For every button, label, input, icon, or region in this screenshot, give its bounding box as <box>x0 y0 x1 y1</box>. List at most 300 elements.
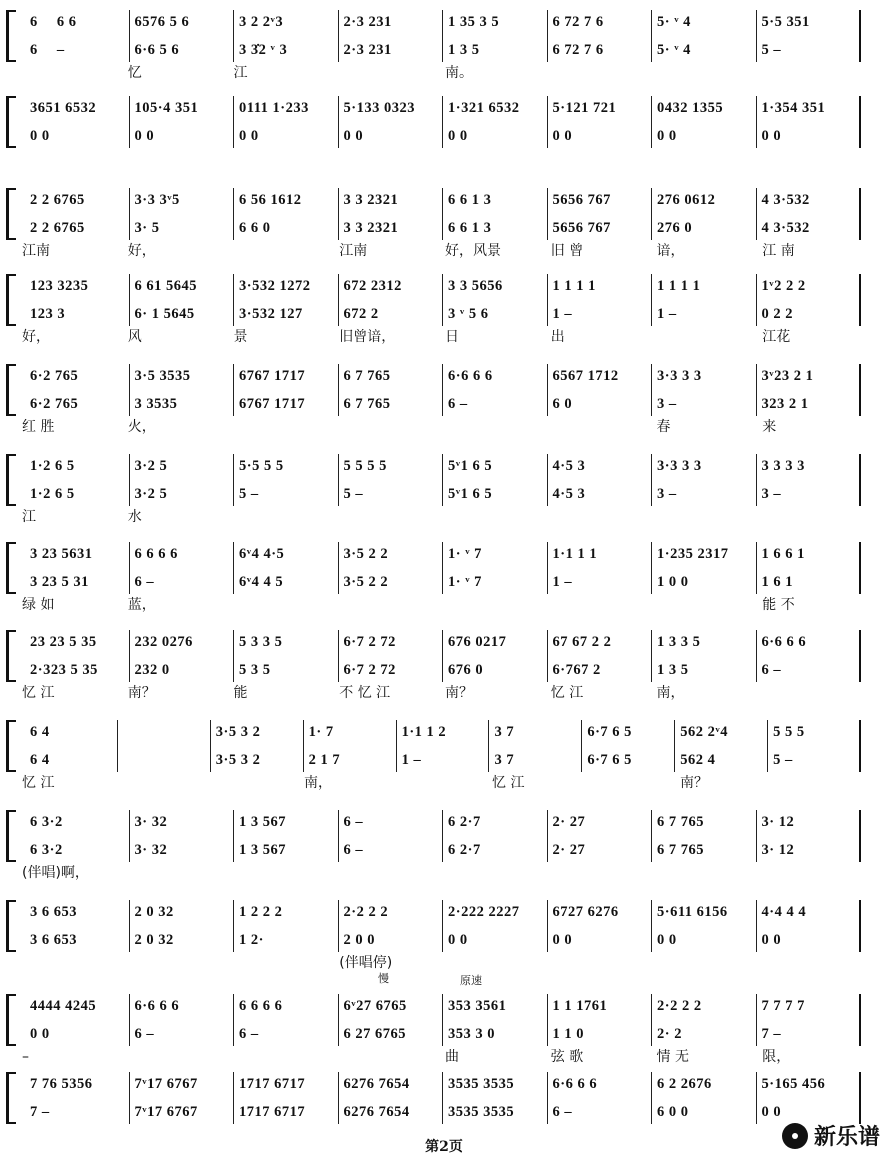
system-bracket <box>6 630 16 682</box>
measure: 67 67 2 2 <box>552 634 612 650</box>
staff-system <box>0 94 888 170</box>
barline <box>651 900 652 952</box>
measure: 2·323 5 35 <box>30 662 98 678</box>
measure: 1·2 6 5 <box>30 486 75 502</box>
measure: 4·4 4 4 <box>761 904 807 920</box>
barline <box>756 542 757 594</box>
measure: 232 0276 <box>134 634 193 650</box>
measure: 3 – <box>657 396 677 412</box>
barline <box>651 96 652 148</box>
lyric-syllable <box>120 1048 226 1066</box>
measure: 6·6 6 6 <box>134 998 180 1014</box>
lyric-syllable <box>331 596 437 614</box>
lyric-syllable <box>437 418 543 436</box>
measure: 2 2 6765 <box>30 220 85 236</box>
barline <box>442 900 443 952</box>
measure: 6·2 765 <box>30 396 79 412</box>
lyric-syllable <box>437 596 543 614</box>
measure: 2 1 7 <box>308 752 341 768</box>
measure: 3ᵛ23 2 1 <box>761 368 814 384</box>
measure: 3 7 <box>494 752 515 768</box>
lyric-syllable <box>649 864 755 882</box>
barline <box>338 994 339 1046</box>
measure: 3 – <box>657 486 677 502</box>
measure: 5 3 5 <box>239 662 271 678</box>
lyric-syllable: 忆 江 <box>550 685 584 701</box>
staff-system <box>0 540 888 616</box>
lyric-syllable: 南？ <box>127 685 156 701</box>
measure: 3·2 5 <box>134 486 168 502</box>
measure: 6 3·2 <box>30 814 63 830</box>
barline <box>442 364 443 416</box>
staff-system <box>0 1070 888 1146</box>
measure: 4 3·532 <box>761 220 810 236</box>
barline <box>233 364 234 416</box>
measure: 3 3 5656 <box>448 278 503 294</box>
logo-text: 新乐谱 <box>813 1125 880 1150</box>
measure: 3· 12 <box>761 814 795 830</box>
measure: 1 – <box>401 752 422 768</box>
measure: 3 3 2321 <box>343 220 399 236</box>
measure: 5·165 456 <box>761 1076 826 1092</box>
lyric-syllable: 春 <box>656 419 671 435</box>
lyric-syllable <box>578 774 672 792</box>
lyric-syllable <box>649 328 755 346</box>
barline <box>338 274 339 326</box>
measure: 4·5 3 <box>552 458 586 474</box>
barline <box>674 720 675 772</box>
lyric-syllable: 能 不 <box>762 597 795 613</box>
measure: 6 72 7 6 <box>552 14 604 30</box>
lyric-syllable <box>14 954 120 972</box>
barline <box>651 188 652 240</box>
lyric-syllable: 谙， <box>656 243 685 259</box>
measure: 1·1 1 2 <box>401 724 447 740</box>
staff-system <box>0 628 888 704</box>
measure: 3 3 3 3 <box>761 458 805 474</box>
measure: 6 7 765 <box>343 396 391 412</box>
barline <box>129 188 130 240</box>
measure: 3·2 5 <box>134 458 168 474</box>
lyrics-line <box>14 596 860 614</box>
barline <box>233 274 234 326</box>
lyric-syllable: 好， <box>22 329 50 345</box>
upper-staff <box>24 724 860 740</box>
barline <box>547 188 548 240</box>
barline <box>651 10 652 62</box>
measure: 5 – <box>343 486 364 502</box>
measure: 7 7 7 7 <box>761 998 805 1014</box>
barline <box>547 542 548 594</box>
lyric-syllable: 风 <box>127 329 142 345</box>
barline <box>651 630 652 682</box>
measure: 5 – <box>773 752 793 768</box>
measure: 1 35 3 5 <box>448 14 500 30</box>
measure: 6·7 6 5 <box>587 752 632 768</box>
measure: 123 3235 <box>30 278 89 294</box>
measure: 3651 6532 <box>30 100 97 116</box>
lyric-syllable <box>120 864 226 882</box>
barline <box>233 994 234 1046</box>
measure: 3· 12 <box>761 842 795 858</box>
lyric-syllable: 绿 如 <box>22 597 55 613</box>
measure: 1 2· <box>239 932 264 948</box>
measure: 6 2 2676 <box>657 1076 712 1092</box>
measure: 562 2ᵛ4 <box>680 724 728 740</box>
measure: 6·6 6 6 <box>552 1076 598 1092</box>
measure: 6 61 5645 <box>134 278 197 294</box>
system-bracket <box>6 1072 16 1124</box>
barline <box>233 10 234 62</box>
barline <box>756 364 757 416</box>
measure: 5· ᵛ 4 <box>657 14 691 30</box>
measure: 7 – <box>761 1026 782 1042</box>
lyric-syllable: 忆 江 <box>22 685 55 701</box>
measure: 3· 5 <box>134 220 160 236</box>
staff-system <box>0 898 888 974</box>
barline <box>651 994 652 1046</box>
lyric-syllable <box>754 508 860 526</box>
lyric-syllable <box>754 954 860 972</box>
barline <box>547 630 548 682</box>
lyric-syllable: 出 <box>550 329 565 345</box>
measure: 5· ᵛ 4 <box>657 42 691 58</box>
measure: 3·532 127 <box>239 306 303 322</box>
measure: 1 1 1 1 <box>657 278 701 294</box>
lyric-syllable <box>543 954 649 972</box>
lyrics-line <box>14 508 860 526</box>
measure: 3 3535 <box>134 396 178 412</box>
measure: 3· 32 <box>134 842 168 858</box>
measure: 123 3 <box>30 306 66 322</box>
system-bracket <box>6 720 16 772</box>
barline <box>547 900 548 952</box>
measure: 3 ᵛ 5 6 <box>448 306 489 322</box>
site-logo <box>782 1120 880 1151</box>
lyric-syllable: 江 <box>233 65 248 81</box>
staff-system <box>0 272 888 348</box>
barline <box>233 96 234 148</box>
measure: 6 6 6 <box>30 14 77 30</box>
lyric-syllable <box>120 954 226 972</box>
tempo-original: 原速 <box>460 974 482 987</box>
lyric-syllable: 南， <box>656 685 685 701</box>
lyric-syllable <box>437 864 543 882</box>
measure: 2·222 2227 <box>448 904 520 920</box>
measure: 1 1 1761 <box>552 998 608 1014</box>
measure: 6 – <box>552 1104 573 1120</box>
barline <box>338 454 339 506</box>
staff-system <box>0 992 888 1068</box>
measure: 4 3·532 <box>761 192 810 208</box>
system-bracket <box>6 364 16 416</box>
system-bracket <box>6 542 16 594</box>
measure: 0 0 <box>657 932 677 948</box>
lyric-syllable: 能 <box>233 685 248 701</box>
measure: 1· 7 <box>308 724 334 740</box>
measure: 676 0 <box>448 662 484 678</box>
barline <box>303 720 304 772</box>
measure: 6 4 <box>30 724 50 740</box>
lower-staff <box>24 752 860 768</box>
barline <box>129 994 130 1046</box>
lyric-syllable <box>331 64 437 82</box>
lyric-syllable: 旧 曾 <box>550 243 584 259</box>
lyric-syllable <box>226 954 332 972</box>
measure: 6·6 6 6 <box>448 368 493 384</box>
measure: 1· ᵛ 7 <box>448 546 482 562</box>
lyric-syllable <box>754 64 860 82</box>
lyric-syllable: – <box>22 1049 29 1065</box>
measure: 0 0 <box>448 128 468 144</box>
lyric-syllable <box>543 508 649 526</box>
measure: 5 5 5 5 <box>343 458 387 474</box>
measure: 1 – <box>552 306 573 322</box>
barline <box>442 542 443 594</box>
system-bracket <box>6 994 16 1046</box>
lyric-syllable <box>390 774 484 792</box>
measure: 6 7 765 <box>657 814 704 830</box>
lyric-syllable <box>226 242 332 260</box>
lyric-syllable: 来 <box>762 419 777 435</box>
barline <box>651 454 652 506</box>
measure: 7ᵛ17 6767 <box>134 1076 198 1092</box>
lyric-syllable: 限， <box>762 1049 791 1065</box>
measure: 276 0 <box>657 220 693 236</box>
lyric-syllable <box>543 864 649 882</box>
lyric-syllable <box>331 864 437 882</box>
measure: 3·5 3 2 <box>215 724 261 740</box>
measure: 6·7 6 5 <box>587 724 632 740</box>
lyric-syllable <box>226 1048 332 1066</box>
measure: 672 2312 <box>343 278 402 294</box>
measure: 0 0 <box>552 932 573 948</box>
measure: 3 6 653 <box>30 932 77 948</box>
measure: 6 56 1612 <box>239 192 302 208</box>
measure: 6ᵛ27 6765 <box>343 998 407 1014</box>
lyric-syllable: (伴唱)啊， <box>22 865 89 881</box>
barline <box>129 542 130 594</box>
lyric-syllable: 江 南 <box>762 243 795 259</box>
lyric-syllable: 不 忆 江 <box>339 685 391 701</box>
measure: 6 6 6 6 <box>239 998 283 1014</box>
lyric-syllable <box>649 64 755 82</box>
measure: 5·133 0323 <box>343 100 415 116</box>
measure: 6576 5 6 <box>134 14 190 30</box>
barline <box>210 720 211 772</box>
measure: 6 6 1 3 <box>448 220 492 236</box>
barline <box>233 188 234 240</box>
measure: 5·5 351 <box>761 14 810 30</box>
record-disc-icon <box>782 1123 808 1149</box>
measure: 7 – <box>30 1104 50 1120</box>
measure: 6276 7654 <box>343 1104 410 1120</box>
measure: 6 – <box>134 574 155 590</box>
measure: 6 – <box>239 1026 259 1042</box>
lyric-syllable <box>226 418 332 436</box>
measure: 6276 7654 <box>343 1076 410 1092</box>
measure: 7 76 5356 <box>30 1076 93 1092</box>
barline <box>338 188 339 240</box>
lyric-syllable <box>754 684 860 702</box>
lyrics-line <box>14 1048 860 1066</box>
measure: 3 – <box>761 486 782 502</box>
lyric-syllable <box>543 418 649 436</box>
barline <box>581 720 582 772</box>
barline <box>547 364 548 416</box>
system-bracket <box>6 96 16 148</box>
staff-system <box>0 808 888 884</box>
barline <box>233 810 234 862</box>
barline <box>651 364 652 416</box>
measure: 1· ᵛ 7 <box>448 574 482 590</box>
barline <box>547 1072 548 1124</box>
lyric-syllable: 忆 江 <box>22 775 55 791</box>
measure: 3·3 3 3 <box>657 368 702 384</box>
measure: 2 2 6765 <box>30 192 85 208</box>
staff-system <box>0 8 888 84</box>
measure: 1717 6717 <box>239 1104 306 1120</box>
lyric-syllable: 情 无 <box>656 1049 689 1065</box>
barline <box>547 994 548 1046</box>
measure: 2· 27 <box>552 814 586 830</box>
measure <box>117 724 210 740</box>
barline <box>547 810 548 862</box>
measure: 2 0 32 <box>134 904 174 920</box>
barline <box>338 96 339 148</box>
lyrics-line <box>14 684 860 702</box>
measure: 1 3 5 <box>657 662 689 678</box>
lyric-syllable <box>108 774 202 792</box>
measure: 6767 1717 <box>239 396 306 412</box>
barline <box>338 810 339 862</box>
measure: 2·3 231 <box>343 14 392 30</box>
measure: 23 23 5 35 <box>30 634 97 650</box>
measure: 5656 767 <box>552 220 611 236</box>
barline <box>338 900 339 952</box>
measure: 0 2 2 <box>761 306 793 322</box>
barline <box>442 454 443 506</box>
measure: 2· 27 <box>552 842 586 858</box>
measure: 3· 32 <box>134 814 168 830</box>
measure <box>117 752 210 768</box>
measure: 0 0 <box>30 1026 50 1042</box>
barline <box>129 900 130 952</box>
measure: 6·7 2 72 <box>343 662 396 678</box>
measure: 353 3 0 <box>448 1026 495 1042</box>
lyric-syllable <box>649 596 755 614</box>
measure: 6·767 2 <box>552 662 601 678</box>
barline <box>756 994 757 1046</box>
lyric-syllable: 南？ <box>445 685 473 701</box>
measure: 3 3 2321 <box>343 192 399 208</box>
lyric-syllable: 好， <box>127 243 156 259</box>
measure: 3 23 5631 <box>30 546 93 562</box>
barline <box>129 274 130 326</box>
measure: 5 5 5 <box>773 724 805 740</box>
barline <box>129 10 130 62</box>
measure: 0 0 <box>239 128 259 144</box>
measure: 5·611 6156 <box>657 904 728 920</box>
measure: 6 6 1 3 <box>448 192 492 208</box>
measure: 0 0 <box>134 128 155 144</box>
measure: 6 – <box>343 814 364 830</box>
barline <box>442 994 443 1046</box>
measure: 1·2 6 5 <box>30 458 75 474</box>
barline <box>129 630 130 682</box>
measure: 7ᵛ17 6767 <box>134 1104 198 1120</box>
measure: 3 3̇2 ᵛ 3 <box>239 42 288 58</box>
lyric-syllable: 蓝， <box>127 597 156 613</box>
measure: 6 – <box>343 842 364 858</box>
barline <box>129 96 130 148</box>
measure: 6 4 <box>30 752 50 768</box>
measure: 6 72 7 6 <box>552 42 604 58</box>
barline <box>233 1072 234 1124</box>
barline <box>756 96 757 148</box>
measure: 105·4 351 <box>134 100 199 116</box>
measure: 1 3 567 <box>239 814 286 830</box>
measure: 1 – <box>657 306 677 322</box>
measure: 3·3 3ᵛ5 <box>134 192 180 208</box>
measure: 0432 1355 <box>657 100 724 116</box>
measure: 1 3 567 <box>239 842 286 858</box>
measure: 6 7 765 <box>343 368 391 384</box>
measure: 6 – <box>448 396 468 412</box>
barline <box>396 720 397 772</box>
measure: 1 0 0 <box>657 574 689 590</box>
lyric-syllable: 南。 <box>445 65 473 81</box>
barline <box>233 900 234 952</box>
measure: 0 0 <box>448 932 468 948</box>
measure: 1ᵛ2 2 2 <box>761 278 806 294</box>
lyric-syllable: 南， <box>304 775 332 791</box>
lyric-syllable <box>766 774 860 792</box>
measure: 5 – <box>761 42 782 58</box>
lyric-syllable: 火， <box>127 419 156 435</box>
lyric-syllable: 江 <box>22 509 36 525</box>
barline <box>756 188 757 240</box>
barline <box>756 10 757 62</box>
staff-system <box>0 362 888 438</box>
barline <box>338 1072 339 1124</box>
measure: 3 7 <box>494 724 515 740</box>
measure: 1 6 1 <box>761 574 793 590</box>
measure: 3·3 3 3 <box>657 458 702 474</box>
lyric-syllable <box>14 64 120 82</box>
system-bracket <box>6 900 16 952</box>
lyric-syllable: 旧曾谙， <box>339 329 396 345</box>
measure: 6·7 2 72 <box>343 634 396 650</box>
measure: 0 0 <box>30 128 50 144</box>
barline <box>756 454 757 506</box>
measure: 3535 3535 <box>448 1076 515 1092</box>
measure: 5ᵛ1 6 5 <box>448 486 493 502</box>
barline <box>651 542 652 594</box>
barline <box>442 274 443 326</box>
lyrics-line <box>14 864 860 882</box>
barline <box>442 10 443 62</box>
measure: 676 0217 <box>448 634 507 650</box>
measure: 0 0 <box>761 1104 782 1120</box>
staff-system <box>0 186 888 262</box>
measure: 3·5 3535 <box>134 368 191 384</box>
barline <box>129 810 130 862</box>
lyrics-line <box>14 64 860 82</box>
measure: 3 6 653 <box>30 904 77 920</box>
lyrics-line <box>14 418 860 436</box>
lyric-syllable: 南？ <box>680 775 708 791</box>
